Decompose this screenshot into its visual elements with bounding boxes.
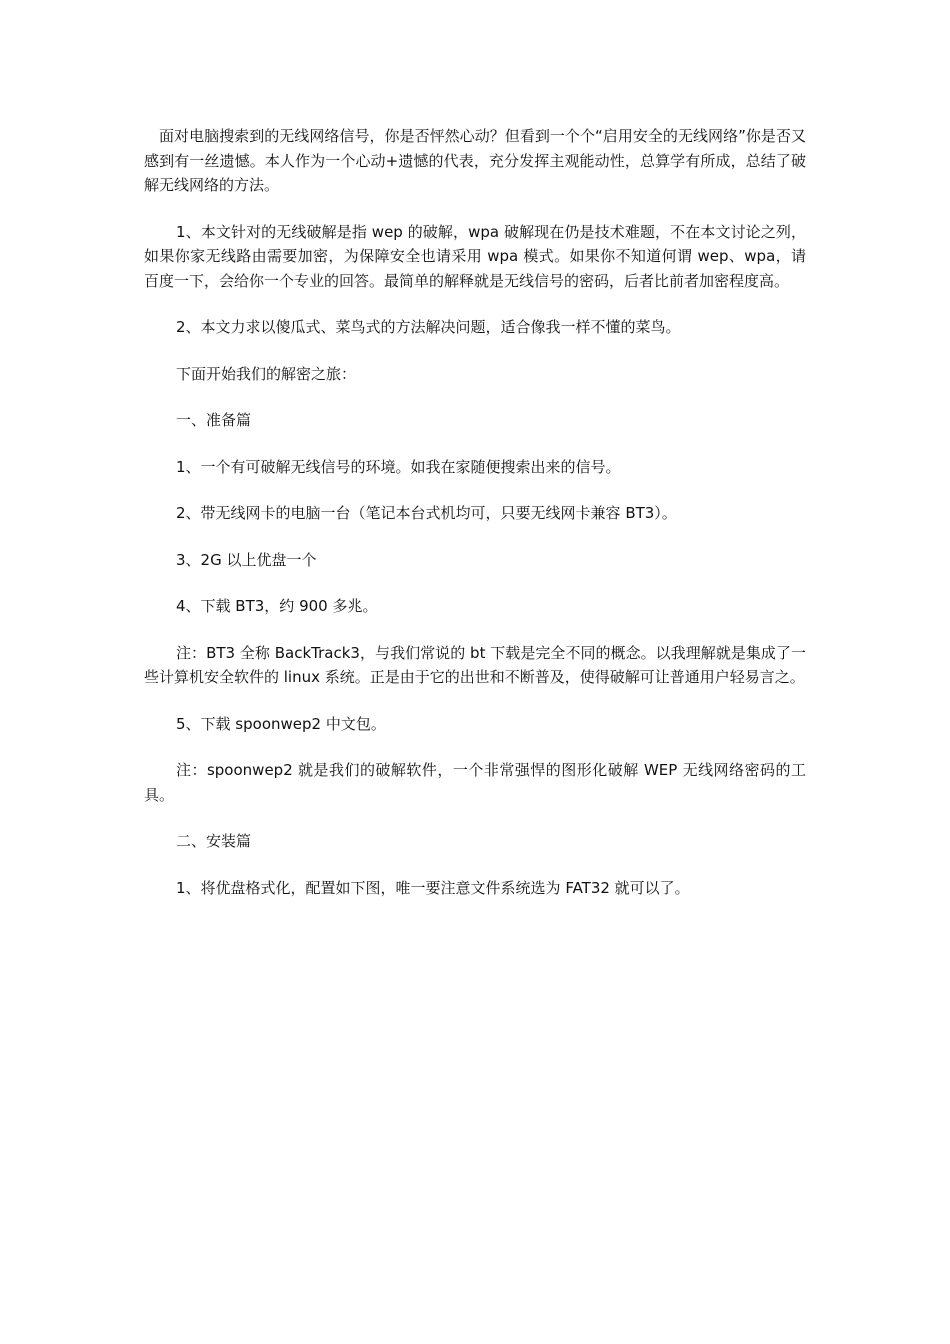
section-heading-install: 二、安装篇 bbox=[176, 832, 252, 850]
prep-item-3: 3、2G 以上优盘一个 bbox=[176, 550, 317, 569]
journey-start-paragraph: 下面开始我们的解密之旅： bbox=[176, 364, 357, 383]
document-body bbox=[144, 124, 806, 922]
intro-paragraph: 面对电脑搜索到的无线网络信号，你是否怦然心动？但看到一个个“启用安全的无线网络”你是否又感到有一丝遗憾。本人作为一个心动+遗憾的代表，充分发挥主观能动性，总算学有所成，总结了破解无线网络的方法。 bbox=[144, 127, 806, 194]
note-wep-scope-paragraph: 1、本文针对的无线破解是指 wep 的破解，wpa 破解现在仍是技术难题，不在本文讨论之列，如果你家无线路由需要加密，为保障安全也请采用 wpa 模式。如果你不知道何谓 wep、wpa，请百度一下，会给你一个专业的回答。最简单的解释就是无线信号的密码，后者比前者加密程度高。 bbox=[144, 222, 806, 290]
prep-item-1: 1、一个有可破解无线信号的环境。如我在家随便搜索出来的信号。 bbox=[176, 457, 621, 476]
install-item-1: 1、将优盘格式化，配置如下图，唯一要注意文件系统选为 FAT32 就可以了。 bbox=[176, 878, 690, 897]
prep-item-2: 2、带无线网卡的电脑一台（笔记本台式机均可，只要无线网卡兼容 BT3）。 bbox=[176, 504, 677, 522]
section-heading-preparation: 一、准备篇 bbox=[176, 411, 252, 429]
note-method-paragraph: 2、本文力求以傻瓜式、菜鸟式的方法解决问题，适合像我一样不懂的菜鸟。 bbox=[176, 318, 681, 336]
prep-item-4: 4、下载 BT3，约 900 多兆。 bbox=[176, 597, 378, 615]
prep-item-5: 5、下载 spoonwep2 中文包。 bbox=[176, 714, 386, 733]
bt3-note-paragraph: 注：BT3 全称 BackTrack3，与我们常说的 bt 下载是完全不同的概念。以我理解就是集成了一些计算机安全软件的 linux 系统。正是由于它的出世和不断普及，使得破解可让普通用户轻易言之。 bbox=[144, 643, 806, 686]
spoonwep-note-paragraph: 注：spoonwep2 就是我们的破解软件，一个非常强悍的图形化破解 WEP 无线网络密码的工具。 bbox=[144, 761, 806, 804]
